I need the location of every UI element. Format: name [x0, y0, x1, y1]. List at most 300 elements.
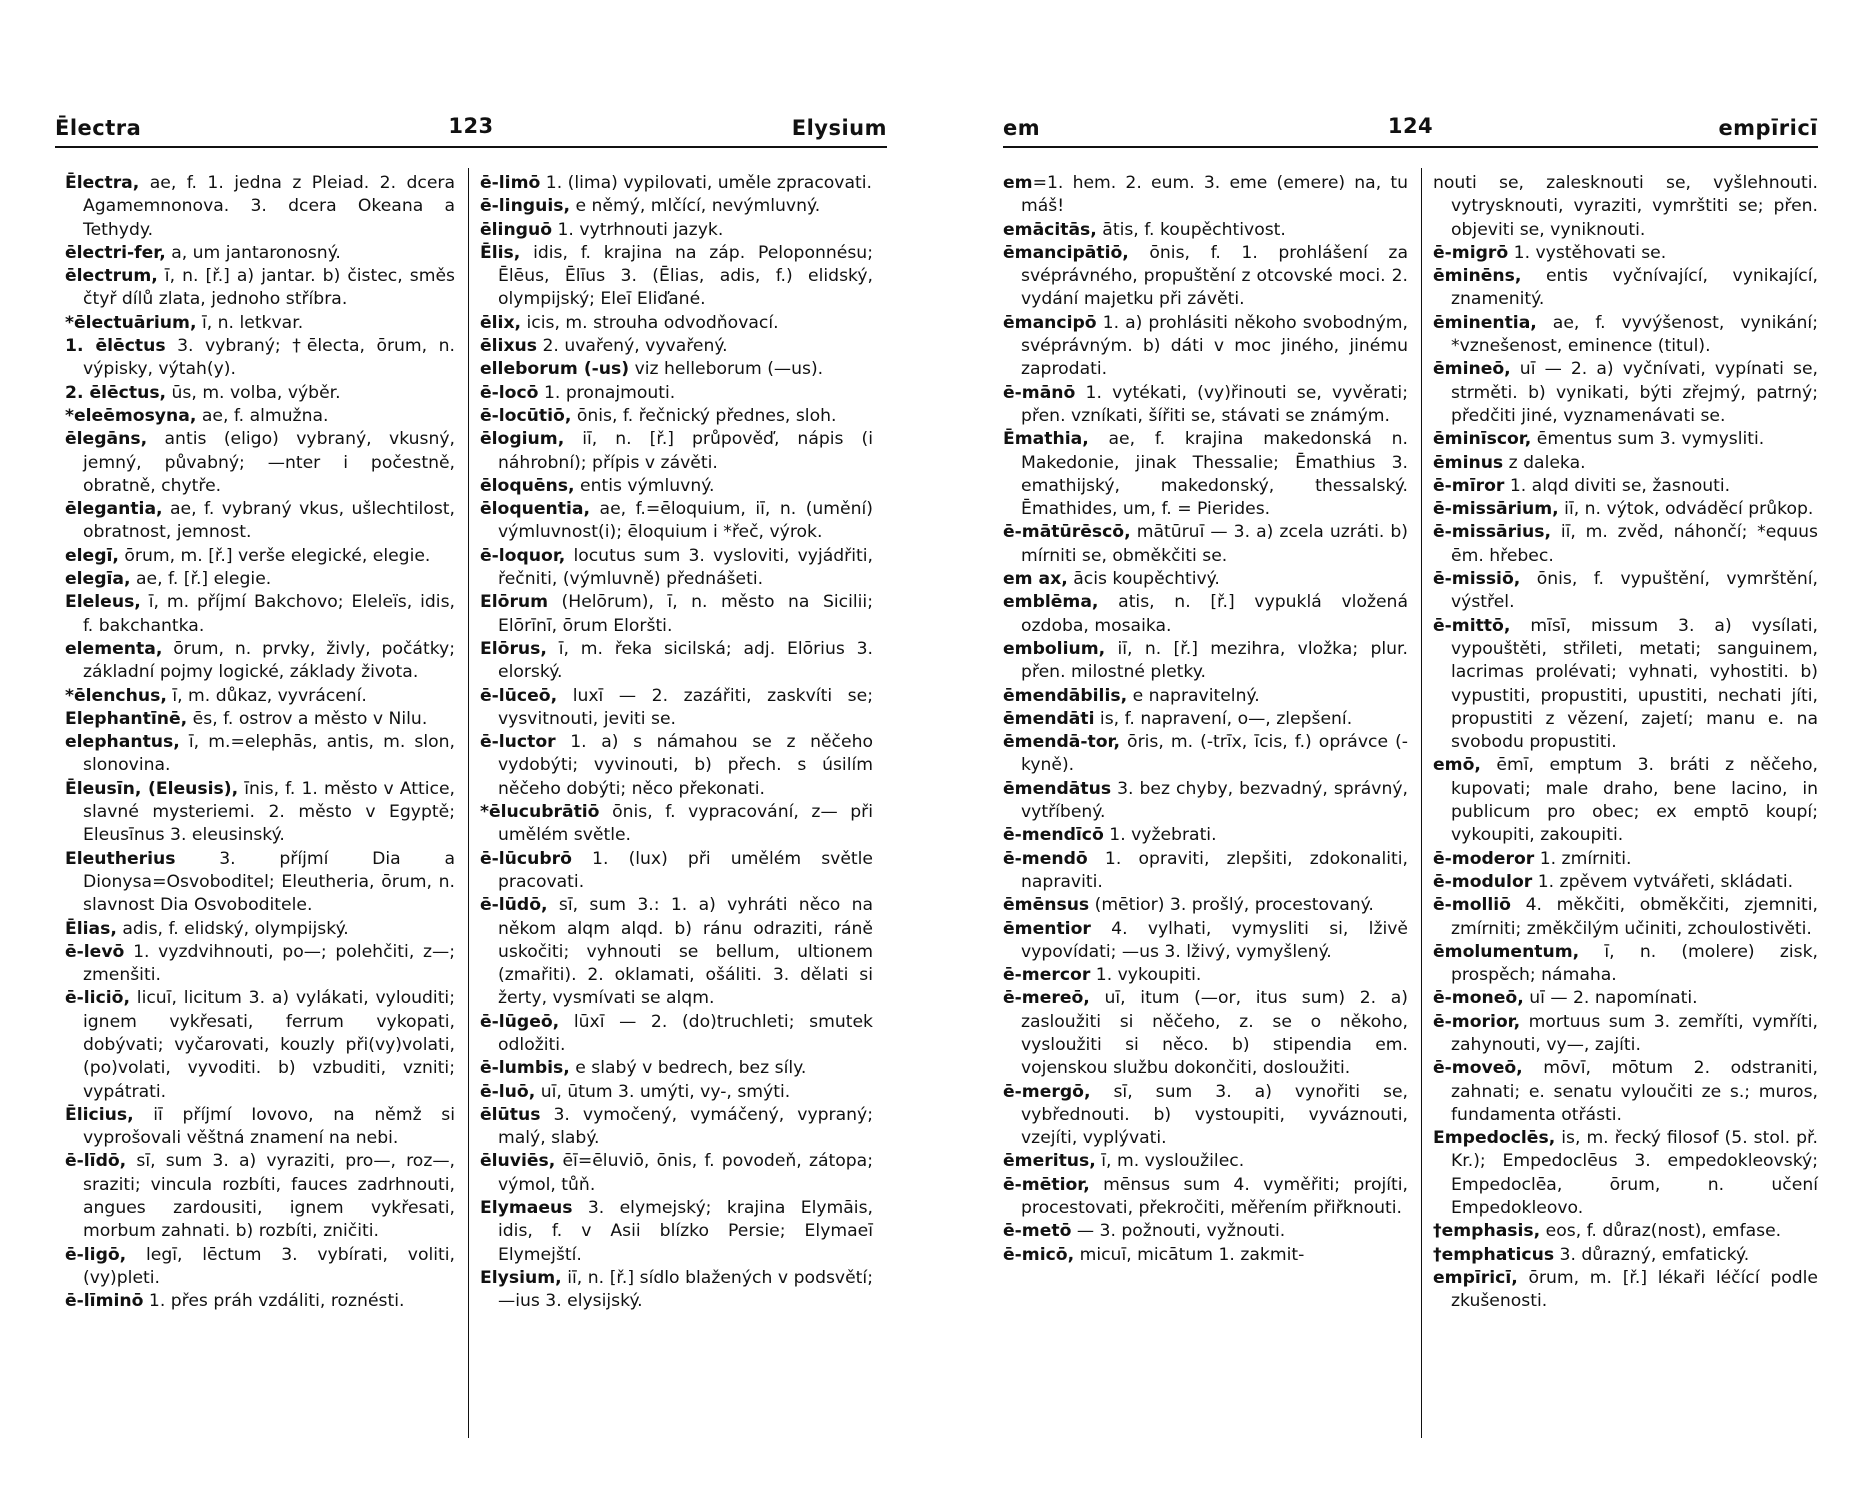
dictionary-entry [65, 731, 455, 778]
entry-headword: ē-mendō [1003, 848, 1088, 869]
entry-headword: ēminentia, [1433, 312, 1537, 333]
dictionary-entry [480, 475, 873, 498]
dictionary-entry [1003, 242, 1408, 312]
entry-definition: uī, itum (—or, itus sum) 2. a) zasloužiti si něčeho, z. se o někoho, vysloužiti si něco. b) stipendia em. vojenskou službu dokončiti, dosloužiti. [1021, 988, 1408, 1079]
entry-definition: entis výmluvný. [574, 475, 715, 496]
dictionary-entry [1003, 894, 1408, 917]
dictionary-entry [480, 1081, 873, 1104]
entry-definition: ōnis, f. 1. prohlášení za svéprávného, propuštění z otcovské moci. 2. vydání majetku při závěti. [1021, 242, 1408, 310]
entry-headword: Ēlicius, [65, 1104, 134, 1125]
entry-definition: 3. bez chyby, bezvadný, správný, vytříbený. [1021, 778, 1408, 823]
entry-headword: ē-mergō, [1003, 1081, 1091, 1102]
dictionary-entry [1433, 312, 1818, 359]
entry-headword: ēmendā-tor, [1003, 732, 1120, 753]
entry-headword: ē-moveō, [1433, 1058, 1523, 1079]
entry-definition: idis, f. krajina na záp. Peloponnésu; Ēlēus, Ēlīus 3. (Ēlias, adis, f.) elidský, olympijský; Eleī Eliďané. [498, 242, 873, 310]
page-number: 124 [1387, 114, 1434, 138]
dictionary-column [480, 172, 873, 1314]
entry-definition: is, f. napravení, o—, zlepšení. [1094, 708, 1353, 729]
entry-headword: ē-ligō, [65, 1244, 127, 1265]
dictionary-entry [1003, 987, 1408, 1080]
page-header [55, 110, 887, 148]
entry-headword: ēlūtus [480, 1104, 541, 1125]
dictionary-entry [65, 1290, 455, 1313]
entry-headword: Elephantīnē, [65, 708, 188, 729]
entry-headword: ēmendāti [1003, 708, 1095, 729]
entry-definition: ōris, m. (-trīx, īcis, f.) oprávce (-kyně). [1021, 732, 1408, 776]
dictionary-entry [1433, 1267, 1818, 1314]
entry-headword: ē-liciō, [65, 988, 130, 1009]
entry-definition: mīsī, missum 3. a) vysílati, vypouštěti, střileti, metati; sanguinem, lacrimas prolévati; vyhnati, vyhostiti. b) vypustiti, propustiti, upustiti, nechati jíti, propustiti z vězení, zajetí; manu e. na svobodu propustiti. [1451, 615, 1818, 753]
header-last-entry: Elysium [791, 116, 887, 140]
dictionary-entry [1433, 848, 1818, 871]
right-page [1003, 0, 1818, 1500]
entry-headword: emō, [1433, 755, 1481, 776]
entry-headword: ē-luō, [480, 1081, 536, 1102]
entry-headword: ē-molliō [1433, 895, 1511, 916]
entry-headword: emblēma, [1003, 592, 1099, 613]
dictionary-entry [65, 987, 455, 1103]
entry-definition: ācis koupěchtivý. [1067, 569, 1220, 590]
dictionary-entry [65, 1150, 455, 1243]
entry-headword: ēmēnsus [1003, 895, 1090, 916]
dictionary-entry [1433, 1127, 1818, 1220]
entry-headword: Ēleusīn, (Eleusis), [65, 778, 239, 799]
dictionary-entry [65, 172, 455, 242]
entry-definition: 1. vyzdvihnouti, po—; polehčiti, z—; zmenšiti. [83, 941, 455, 986]
entry-headword: ēluviēs, [480, 1151, 556, 1172]
entry-definition: ae, f. vyvýšenost, vynikání; *vznešenost, eminence (titul). [1451, 312, 1818, 357]
dictionary-entry [1433, 172, 1818, 242]
entry-definition: iī příjmí Iovovo, na němž si vyprošovali věštná znamení na nebi. [83, 1104, 455, 1149]
entry-headword: ēminēns, [1433, 266, 1522, 287]
dictionary-entry [1433, 568, 1818, 615]
dictionary-entry [65, 685, 455, 708]
entry-definition: iī, n. [ř.] mezihra, vložka; plur. přen. milostné pletky. [1021, 638, 1408, 683]
dictionary-entry [65, 498, 455, 545]
entry-definition: is, m. řecký filosof (5. stol. př. Kr.); Empedoclēus 3. empedokleovský; Empedoclēa, ōrum, n. učení Empedokleovo. [1451, 1128, 1818, 1219]
entry-definition: ī, m.=elephās, antis, m. slon, slonovina. [83, 732, 455, 776]
entry-headword: ē-mānō [1003, 382, 1076, 403]
entry-headword: elegīa, [65, 569, 131, 590]
dictionary-entry [480, 172, 873, 195]
entry-headword: ē-mētior, [1003, 1174, 1090, 1195]
entry-definition: mōvī, mōtum 2. odstraniti, zahnati; e. senatu vyloučiti ze s.; muros, fundamenta otřásti. [1451, 1058, 1818, 1125]
dictionary-entry [1433, 498, 1818, 521]
entry-definition: ōnis, f. vypracování, z— při umělém světle. [498, 802, 873, 846]
entry-headword: Eleutherius [65, 848, 176, 869]
entry-definition: =1. hem. 2. eum. 3. eme (emere) na, tu máš! [1021, 173, 1408, 217]
dictionary-entry [1003, 1244, 1408, 1267]
entry-definition: 1. (lima) vypilovati, uměle zpracovati. [540, 173, 872, 193]
entry-definition: mēnsus sum 4. vyměřiti; projíti, procestovati, překročiti, měřením přiřknouti. [1021, 1174, 1408, 1219]
entry-definition: ī, m. vysloužilec. [1095, 1151, 1245, 1172]
dictionary-entry [480, 219, 873, 242]
entry-headword: ē-missārium, [1433, 499, 1559, 520]
entry-headword: em ax, [1003, 569, 1068, 590]
dictionary-entry [1433, 521, 1818, 568]
dictionary-entry [480, 545, 873, 592]
entry-headword: elegī, [65, 545, 119, 566]
entry-definition: ae, f. almužna. [196, 405, 329, 426]
entry-definition: a, um jantaronosný. [165, 242, 341, 263]
entry-definition: ae, f. [ř.] elegie. [130, 569, 272, 590]
dictionary-entry [1003, 685, 1408, 708]
dictionary-entry [1003, 1150, 1408, 1173]
entry-headword: emācitās, [1003, 219, 1097, 240]
entry-definition: 1. opraviti, zlepšiti, zdokonaliti, napraviti. [1021, 848, 1408, 892]
entry-headword: ē-lūceō, [480, 685, 558, 706]
entry-definition: 1. vykoupiti. [1090, 965, 1202, 986]
left-page [55, 0, 887, 1500]
dictionary-entry [480, 498, 873, 545]
entry-headword: Elōrus, [480, 638, 547, 659]
entry-headword: ē-lūgeō, [480, 1011, 560, 1032]
dictionary-entry [65, 848, 455, 918]
entry-headword: ēloquēns, [480, 475, 575, 496]
dictionary-entry [65, 708, 455, 731]
dictionary-entry [65, 1244, 455, 1291]
dictionary-entry [65, 778, 455, 848]
dictionary-entry [1003, 1220, 1408, 1243]
entry-headword: ē-mittō, [1433, 615, 1511, 636]
page-number: 123 [448, 114, 494, 138]
entry-definition: ī, n. (molere) zisk, prospěch; námaha. [1451, 941, 1818, 986]
entry-headword: ē-locūtiō, [480, 405, 572, 426]
entry-definition: 4. vylhati, vymysliti si, lživě vypovídati; —us 3. lživý, vymyšlený. [1021, 918, 1408, 962]
entry-headword: *ēlucubrātiō [480, 802, 600, 823]
entry-headword: ēmendābilis, [1003, 685, 1128, 706]
entry-headword: 2. ēlēctus, [65, 382, 167, 403]
entry-definition: ī, m. důkaz, vyvrácení. [166, 685, 367, 706]
dictionary-entry [1003, 918, 1408, 965]
entry-definition: ōnis, f. řečnický přednes, sloh. [571, 405, 837, 426]
entry-definition: mātūruī — 3. a) zcela uzráti. b) mírniti se, obměkčiti se. [1021, 522, 1408, 566]
dictionary-entry [1003, 638, 1408, 685]
dictionary-entry [1003, 824, 1408, 847]
dictionary-entry [1433, 987, 1818, 1010]
column-divider [1421, 168, 1422, 1438]
entry-definition: ōnis, f. vypuštění, vymrštění, výstřel. [1451, 569, 1818, 613]
entry-definition: uī — 2. a) vyčnívati, vypínati se, strměti. b) vynikati, býti zřejmý, patrný; předčiti jiné, vyznamenávati se. [1451, 359, 1818, 426]
entry-definition: lūxī — 2. (do)truchleti; smutek odložiti. [498, 1011, 873, 1055]
entry-definition: ūs, m. volba, výběr. [166, 382, 341, 403]
entry-definition: ae, f.=ēloquium, iī, n. (umění) výmluvnost(i); ēloquium i *řeč, výrok. [498, 499, 873, 543]
entry-definition: z daleka. [1503, 452, 1586, 473]
entry-headword: empīricī, [1433, 1267, 1518, 1288]
entry-headword: ē-luctor [480, 732, 556, 753]
dictionary-entry [480, 685, 873, 732]
entry-definition: icis, m. strouha odvodňovací. [521, 312, 779, 333]
entry-definition: uī — 2. napomínati. [1523, 988, 1698, 1009]
dictionary-entry [1433, 428, 1818, 451]
dictionary-entry [1003, 312, 1408, 382]
entry-definition: 3. příjmí Dia a Dionysa=Osvoboditel; Eleutheria, ōrum, n. slavnost Dia Osvoboditele. [83, 848, 455, 916]
dictionary-entry [1433, 1244, 1818, 1267]
dictionary-entry [1003, 964, 1408, 987]
dictionary-entry [65, 545, 455, 568]
dictionary-entry [65, 335, 455, 382]
entry-definition: licuī, licitum 3. a) vylákati, vylouditi; ignem vykřesati, ferrum vykopati, dobývati; vyčarovati, kouzly při(vy)volati, (po)volati, vyvoditi. b) vzbuditi, vzniti; vypátrati. [83, 988, 455, 1102]
entry-headword: ē-lūdō, [480, 895, 548, 916]
entry-definition: 1. zpěvem vytvářeti, skládati. [1532, 871, 1794, 892]
dictionary-entry [1433, 452, 1818, 475]
entry-definition: ae, f. 1. jedna z Pleiad. 2. dcera Agamemnonova. 3. dcera Okeana a Tethydy. [83, 173, 455, 240]
dictionary-entry [1433, 358, 1818, 428]
entry-definition: 1. zmírniti. [1534, 848, 1632, 869]
dictionary-entry [480, 1104, 873, 1151]
entry-headword: ē-līminō [65, 1291, 144, 1312]
dictionary-entry [65, 428, 455, 498]
entry-headword: ē-migrō [1433, 242, 1509, 263]
entry-headword: ēmendātus [1003, 778, 1112, 799]
entry-headword: ē-modulor [1433, 871, 1533, 892]
dictionary-entry [480, 312, 873, 335]
dictionary-entry [480, 1011, 873, 1058]
entry-definition: 3. elymejský; krajina Elymāis, idis, f. v Asii blízko Persie; Elymaeī Elymejští. [498, 1198, 873, 1265]
entry-definition: 1. (lux) při umělém světle pracovati. [498, 848, 873, 892]
dictionary-entry [1433, 1057, 1818, 1127]
entry-headword: ēmentior [1003, 918, 1091, 939]
entry-headword: Eleleus, [65, 592, 141, 613]
entry-headword: ē-locō [480, 382, 539, 403]
entry-headword: ē-morior, [1433, 1011, 1521, 1032]
entry-headword: ēlix, [480, 312, 522, 333]
dictionary-entry [1003, 848, 1408, 895]
header-first-entry: Ēlectra [55, 116, 142, 140]
entry-definition: nouti se, zalesknouti se, vyšlehnouti. vytrysknouti, vyraziti, vymrštiti se; přen. objeviti se, vyniknouti. [1433, 173, 1818, 240]
entry-headword: ēlectrum, [65, 266, 158, 287]
dictionary-entry [1003, 172, 1408, 219]
entry-definition: 1. přes práh vzdáliti, roznésti. [143, 1291, 405, 1312]
entry-headword: embolium, [1003, 638, 1106, 659]
entry-definition: ātis, f. koupěchtivost. [1096, 219, 1286, 240]
entry-definition: ī, m. příjmí Bakchovo; Eleleïs, idis, f. bakchantka. [83, 592, 455, 636]
dictionary-entry [1003, 731, 1408, 778]
entry-headword: ē-limō [480, 173, 541, 193]
entry-definition: ī, n. letkvar. [196, 312, 304, 333]
entry-headword: elementa, [65, 638, 163, 659]
dictionary-entry [480, 382, 873, 405]
entry-headword: ē-mereō, [1003, 988, 1090, 1009]
dictionary-entry [65, 568, 455, 591]
entry-headword: ēlixus [480, 336, 537, 357]
entry-definition: ae, f. krajina makedonská n. Makedonie, jinak Thessalie; Ēmathius 3. emathijský, makedonský, thessalský. Ēmathides, um, f. = Pierides. [1021, 429, 1408, 520]
dictionary-entry [65, 405, 455, 428]
entry-headword: ēmancipātiō, [1003, 242, 1129, 263]
entry-headword: ē-mercor [1003, 965, 1091, 986]
entry-headword: ē-moneō, [1433, 988, 1524, 1009]
entry-headword: *ēlenchus, [65, 685, 167, 706]
entry-headword: ēmancipō [1003, 312, 1097, 333]
entry-definition: iī, m. zvěd, náhončí; *equus ēm. hřebec. [1451, 522, 1818, 566]
entry-headword: ē-lumbis, [480, 1058, 570, 1079]
dictionary-entry [480, 242, 873, 312]
entry-headword: ē-mīror [1433, 475, 1505, 496]
entry-definition: atis, n. [ř.] vypuklá vložená ozdoba, mosaika. [1021, 592, 1408, 636]
entry-headword: ēmineō, [1433, 359, 1511, 380]
entry-definition: 3. vymočený, vymáčený, vypraný; malý, slabý. [498, 1104, 873, 1149]
dictionary-column [65, 172, 455, 1314]
entry-headword: ē-mendīcō [1003, 825, 1104, 846]
header-first-entry: em [1003, 116, 1041, 140]
entry-definition: ōrum, m. [ř.] lékaři léčící podle zkušenosti. [1451, 1267, 1818, 1312]
dictionary-entry [1433, 1011, 1818, 1058]
dictionary-entry [65, 941, 455, 988]
entry-definition: 1. alqd diviti se, žasnouti. [1504, 475, 1731, 496]
entry-headword: ē-linguis, [480, 196, 570, 217]
entry-headword: em [1003, 173, 1033, 193]
entry-headword: ē-metō [1003, 1221, 1072, 1242]
dictionary-entry [1433, 475, 1818, 498]
entry-headword: ēlegantia, [65, 499, 163, 520]
dictionary-entry [65, 382, 455, 405]
entry-headword: Ēlias, [65, 918, 117, 939]
entry-headword: ē-loquor, [480, 545, 566, 566]
entry-definition: (mētior) 3. prošlý, procestovaný. [1089, 895, 1374, 916]
entry-definition: ōrum, m. [ř.] verše elegické, elegie. [118, 545, 431, 566]
entry-headword: ē-līdō, [65, 1151, 127, 1172]
entry-headword: Empedoclēs, [1433, 1128, 1556, 1149]
entry-definition: micuī, micātum 1. zakmit- [1074, 1244, 1305, 1265]
dictionary-entry [65, 638, 455, 685]
entry-headword: Ēlis, [480, 242, 521, 263]
dictionary-entry [1433, 941, 1818, 988]
entry-headword: Elōrum [480, 592, 549, 613]
entry-definition: legī, lēctum 3. vybírati, voliti, (vy)pleti. [83, 1244, 455, 1288]
entry-definition: ī, n. [ř.] a) jantar. b) čistec, směs čtyř dílů zlata, jednoho stříbra. [83, 266, 455, 310]
entry-definition: uī, ūtum 3. umýti, vy-, smýti. [535, 1081, 791, 1102]
column-divider [468, 168, 469, 1438]
entry-definition: ēmī, emptum 3. bráti z něčeho, kupovati; male draho, bene lacino, in publicum pro obec; ex emptō koupí; vykoupiti, zakoupiti. [1451, 755, 1818, 846]
dictionary-entry [1433, 242, 1818, 265]
entry-definition: entis vyčnívající, vynikající, znamenitý. [1451, 266, 1818, 310]
entry-headword: ēlectri-fer, [65, 242, 166, 263]
dictionary-entry [480, 731, 873, 801]
entry-headword: Ēlectra, [65, 173, 140, 193]
entry-definition: sī, sum 3. a) vyraziti, pro—, roz—, sraziti; vincula rozbíti, fauces zadrhnouti, angues zardousiti, ignem vykřesati, morbum zahnati. b) rozbíti, zničiti. [83, 1151, 455, 1242]
dictionary-entry [1003, 428, 1408, 521]
dictionary-entry [1433, 615, 1818, 755]
dictionary-entry [480, 894, 873, 1010]
entry-definition: luxī — 2. zazářiti, zaskvíti se; vysvitnouti, jeviti se. [498, 685, 873, 729]
entry-headword: †emphasis, [1433, 1221, 1541, 1242]
entry-headword: ē-missiō, [1433, 569, 1521, 590]
header-last-entry: empīricī [1718, 116, 1818, 140]
dictionary-entry [65, 265, 455, 312]
entry-headword: Elysium, [480, 1267, 562, 1288]
entry-headword: ēlegāns, [65, 429, 148, 450]
dictionary-entry [480, 428, 873, 475]
entry-headword: elleborum (-us) [480, 359, 630, 380]
entry-headword: Elymaeus [480, 1198, 573, 1219]
dictionary-entry [1433, 1220, 1818, 1243]
dictionary-entry [480, 1197, 873, 1267]
dictionary-entry [480, 195, 873, 218]
entry-definition: iī, n. výtok, odváděcí průkop. [1558, 499, 1814, 520]
entry-definition: iī, n. [ř.] průpověď, nápis (i náhrobní); přípis v závěti. [498, 429, 873, 473]
entry-definition: 3. vybraný; †ēlecta, ōrum, n. výpisky, výtah(y). [83, 336, 455, 380]
entry-definition: 1. vytékati, (vy)řinouti se, vyvěrati; přen. vzníkati, šířiti se, stávati se známým. [1021, 382, 1408, 426]
entry-definition: ae, f. vybraný vkus, ušlechtilost, obratnost, jemnost. [83, 499, 455, 543]
dictionary-entry [480, 591, 873, 638]
page-header [1003, 110, 1818, 148]
dictionary-entry [1003, 1174, 1408, 1221]
entry-definition: 1. vyžebrati. [1103, 825, 1217, 846]
dictionary-entry [1433, 754, 1818, 847]
dictionary-entry [480, 1267, 873, 1314]
entry-headword: Ēmathia, [1003, 429, 1089, 450]
entry-definition: e němý, mlčící, nevýmluvný. [570, 196, 821, 217]
entry-headword: *eleēmosyna, [65, 405, 197, 426]
dictionary-entry [480, 1150, 873, 1197]
entry-headword: ēminīscor, [1433, 429, 1532, 450]
entry-headword: ēlogium, [480, 429, 565, 450]
entry-definition: viz helleborum (—us). [629, 359, 824, 380]
dictionary-entry [65, 918, 455, 941]
entry-definition: 1. pronajmouti. [538, 382, 676, 403]
entry-headword: ē-lūcubrō [480, 848, 572, 869]
dictionary-entry [480, 801, 873, 848]
entry-definition: ēī=ēluviō, ōnis, f. povodeň, zátopa; výmol, tůň. [498, 1151, 873, 1195]
dictionary-column [1003, 172, 1408, 1267]
entry-definition: mortuus sum 3. zemříti, vymříti, zahynouti, vy—, zajíti. [1451, 1011, 1818, 1055]
entry-definition: antis (eligo) vybraný, vkusný, jemný, půvabný; —nter i počestně, obratně, chytře. [83, 429, 455, 496]
entry-headword: ēminus [1433, 452, 1504, 473]
dictionary-entry [65, 591, 455, 638]
entry-headword: ē-mātūrēscō, [1003, 522, 1131, 543]
entry-definition: 4. měkčiti, obměkčiti, zjemniti, zmírniti; změkčilým učiniti, zchoulostivěti. [1451, 895, 1818, 939]
entry-headword: ē-moderor [1433, 848, 1535, 869]
dictionary-entry [1003, 521, 1408, 568]
entry-headword: elephantus, [65, 732, 180, 753]
dictionary-entry [480, 335, 873, 358]
entry-definition: 1. vystěhovati se. [1508, 242, 1667, 263]
entry-definition: eos, f. důraz(nost), emfase. [1540, 1221, 1782, 1242]
entry-definition: īnis, f. 1. město v Attice, slavné mysteriemi. 2. město v Egyptě; Eleusīnus 3. eleusinský. [83, 778, 455, 846]
entry-definition: sī, sum 3.: 1. a) vyhráti něco na někom alqm alqd. b) ránu odraziti, ráně uskočiti; vyhnouti se bellum, ultionem (zmařiti). 2. oklamati, ošáliti. 3. dělati si žerty, vysmívati se alqm. [498, 895, 873, 1009]
entry-definition: 2. uvařený, vyvařený. [537, 336, 728, 357]
dictionary-entry [480, 1057, 873, 1080]
dictionary-entry [65, 242, 455, 265]
entry-definition: 1. vytrhnouti jazyk. [552, 219, 724, 240]
entry-definition: locutus sum 3. vysloviti, vyjádřiti, řečniti, (výmluvně) přednášeti. [498, 545, 873, 590]
entry-headword: ē-missārius, [1433, 522, 1552, 543]
dictionary-entry [1003, 382, 1408, 429]
entry-definition: e slabý v bedrech, bez síly. [569, 1058, 807, 1079]
entry-headword: ēloquentia, [480, 499, 591, 520]
entry-definition: 1. a) prohlásiti někoho svobodným, svéprávným. b) dáti v moc jiného, jinému zaprodati. [1021, 312, 1408, 380]
dictionary-column [1433, 172, 1818, 1314]
entry-definition: ī, m. řeka sicilská; adj. Elōrius 3. elorský. [498, 638, 873, 683]
entry-definition: adis, f. elidský, olympijský. [116, 918, 349, 939]
dictionary-entry [1433, 265, 1818, 312]
entry-definition: ēs, f. ostrov a město v Nilu. [187, 708, 428, 729]
dictionary-entry [1433, 871, 1818, 894]
entry-headword: ēmeritus, [1003, 1151, 1096, 1172]
dictionary-entry [1003, 219, 1408, 242]
dictionary-entry [480, 358, 873, 381]
entry-definition: (Helōrum), ī, n. město na Sicilii; Elōrīnī, ōrum Eloršti. [498, 592, 873, 636]
entry-definition: ēmentus sum 3. vymysliti. [1531, 429, 1765, 450]
dictionary-entry [480, 848, 873, 895]
dictionary-entry [480, 405, 873, 428]
entry-headword: ē-levō [65, 941, 125, 962]
entry-headword: 1. ēlēctus [65, 336, 166, 357]
dictionary-entry [65, 312, 455, 335]
entry-definition: iī, n. [ř.] sídlo blažených v podsvětí; —ius 3. elysijský. [498, 1267, 873, 1312]
entry-headword: ēlinguō [480, 219, 553, 240]
